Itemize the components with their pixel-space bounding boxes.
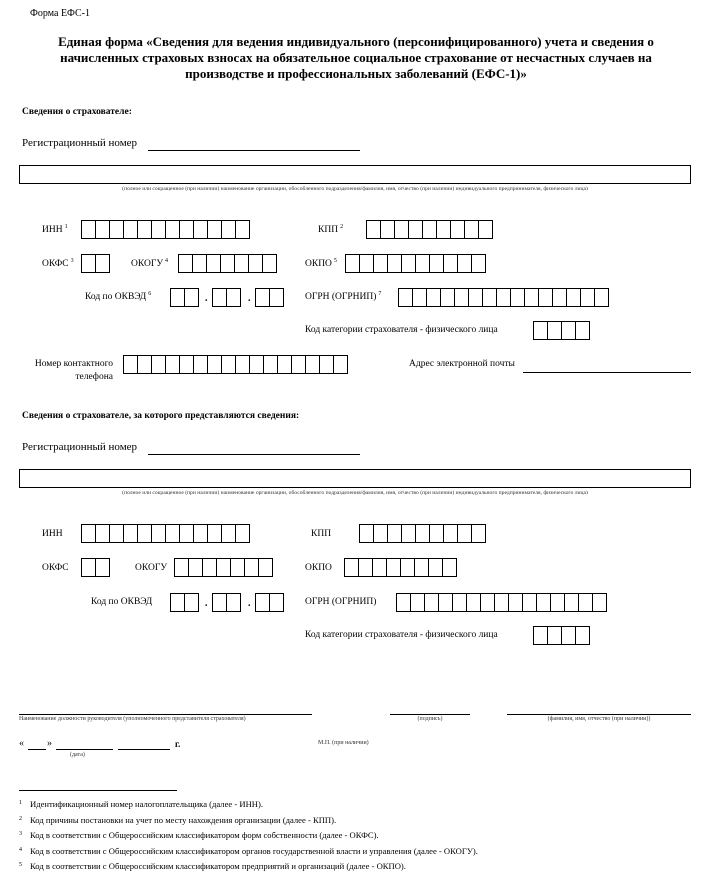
stamp-caption: М.П. (при наличии): [318, 740, 369, 746]
section2-okpo-label: ОКПО: [305, 563, 332, 573]
section1-kpp-label: КПП $^2$: [318, 224, 344, 235]
section2-category-label: Код категории страхователя - физического лица: [305, 630, 498, 640]
okved-dot-separator: .: [205, 293, 208, 304]
section2-inn-label: ИНН: [42, 529, 63, 539]
section1-heading: Сведения о страхователе:: [22, 107, 132, 117]
section2-heading: Сведения о страхователе, за которого представляются сведения:: [22, 411, 300, 421]
section1-name-input[interactable]: [19, 165, 691, 184]
date-close-quote: »: [47, 738, 52, 749]
footnote-1: $^1$ Идентификационный номер налогоплательщика (далее - ИНН).: [19, 799, 264, 809]
form-code: Форма ЕФС-1: [30, 8, 90, 19]
section2-reg-number-label: Регистрационный номер: [22, 441, 138, 453]
section2-name-caption: (полное или сокращенное (при наличии) наименование организации, обособленного подразделения/фамилия, имя, отчество (при наличии) индивидуального предпринимателя, физического лица): [122, 490, 588, 496]
section2-ogrn-label: ОГРН (ОГРНИП): [305, 597, 377, 607]
footnote-4: $^4$ Код в соответствии с Общероссийским классификатором органов государственной власти и управления (далее - ОКОГУ).: [19, 846, 478, 856]
signature-input[interactable]: [390, 714, 470, 715]
okved-dot-separator: .: [205, 598, 208, 609]
section1-name-caption: (полное или сокращенное (при наличии) наименование организации, обособленного подразделения/фамилия, имя, отчество (при наличии) индивидуального предпринимателя, физического лица): [122, 186, 588, 192]
okved-dot-separator: .: [248, 293, 251, 304]
footnote-2: $^2$ Код причины постановки на учет по месту нахождения организации (далее - КПП).: [19, 815, 337, 825]
footnote-3: $^3$ Код в соответствии с Общероссийским классификатором форм собственности (далее - ОКФС).: [19, 830, 379, 840]
position-caption: Наименование должности руководителя (уполномоченного представителя страхователя): [19, 716, 246, 722]
section2-kpp-cells[interactable]: [359, 524, 485, 543]
section2-okved-label: Код по ОКВЭД: [91, 597, 153, 607]
fio-input[interactable]: [507, 714, 691, 715]
section1-okved-label: Код по ОКВЭД $^6$: [85, 291, 152, 302]
section1-okogu-label: ОКОГУ $^4$: [131, 258, 169, 269]
section1-ogrn-label: ОГРН (ОГРНИП) $^7$: [305, 291, 382, 302]
okved-dot-separator: .: [248, 598, 251, 609]
section1-okfs-label: ОКФС $^3$: [42, 258, 74, 269]
section1-phone-cells[interactable]: [123, 355, 347, 374]
section1-reg-number-input[interactable]: [148, 150, 360, 151]
section1-kpp-cells[interactable]: [366, 220, 492, 239]
section1-category-cells[interactable]: [533, 321, 589, 340]
section2-okved-cells-2[interactable]: [212, 593, 240, 612]
section2-ogrn-cells[interactable]: [396, 593, 606, 612]
signature-caption: (подпись): [417, 716, 443, 722]
section2-okved-cells-3[interactable]: [255, 593, 283, 612]
section1-okved-cells-3[interactable]: [255, 288, 283, 307]
section1-okved-cells-1[interactable]: [170, 288, 198, 307]
section2-okogu-label: ОКОГУ: [135, 563, 168, 573]
date-year-input[interactable]: [118, 749, 170, 750]
section2-kpp-label: КПП: [311, 529, 332, 539]
section2-okved-cells-1[interactable]: [170, 593, 198, 612]
year-suffix: г.: [175, 739, 181, 749]
date-day-input[interactable]: [28, 749, 46, 750]
section2-name-input[interactable]: [19, 469, 691, 488]
section1-okpo-label: ОКПО $^5$: [305, 258, 337, 269]
section2-okpo-cells[interactable]: [344, 558, 456, 577]
section2-okfs-label: ОКФС: [42, 563, 69, 573]
section1-okved-cells-2[interactable]: [212, 288, 240, 307]
section1-email-input[interactable]: [523, 372, 691, 373]
section1-inn-label: ИНН $^1$: [42, 224, 68, 235]
position-input[interactable]: [19, 714, 312, 715]
section1-inn-cells[interactable]: [81, 220, 249, 239]
section1-phone-label: Номер контактного телефона: [34, 359, 113, 382]
date-month-input[interactable]: [56, 749, 113, 750]
section1-ogrn-cells[interactable]: [398, 288, 608, 307]
section1-okfs-cells[interactable]: [81, 254, 109, 273]
section2-okfs-cells[interactable]: [81, 558, 109, 577]
footnote-separator: [19, 790, 177, 791]
fio-caption: (фамилия, имя, отчество (при наличии)): [547, 716, 651, 722]
section1-okogu-cells[interactable]: [178, 254, 276, 273]
date-caption: (дата): [70, 752, 85, 758]
section2-reg-number-input[interactable]: [148, 454, 360, 455]
date-open-quote: «: [19, 738, 24, 749]
section1-category-label: Код категории страхователя - физического лица: [305, 325, 498, 335]
section2-inn-cells[interactable]: [81, 524, 249, 543]
section2-okogu-cells[interactable]: [174, 558, 272, 577]
form-title: Единая форма «Сведения для ведения индивидуального (персонифицированного) учета и сведения о начисленных страховых взносах на обязательное социальное страхование от несчастных случаев на производстве и профессиональных заболеваний (ЕФС-1)»: [58, 34, 654, 81]
footnote-5: $^5$ Код в соответствии с Общероссийским классификатором предприятий и организаций (далее - ОКПО).: [19, 861, 406, 871]
section1-okpo-cells[interactable]: [345, 254, 485, 273]
section1-email-label: Адрес электронной почты: [409, 359, 515, 369]
section1-reg-number-label: Регистрационный номер: [22, 137, 138, 149]
section2-category-cells[interactable]: [533, 626, 589, 645]
